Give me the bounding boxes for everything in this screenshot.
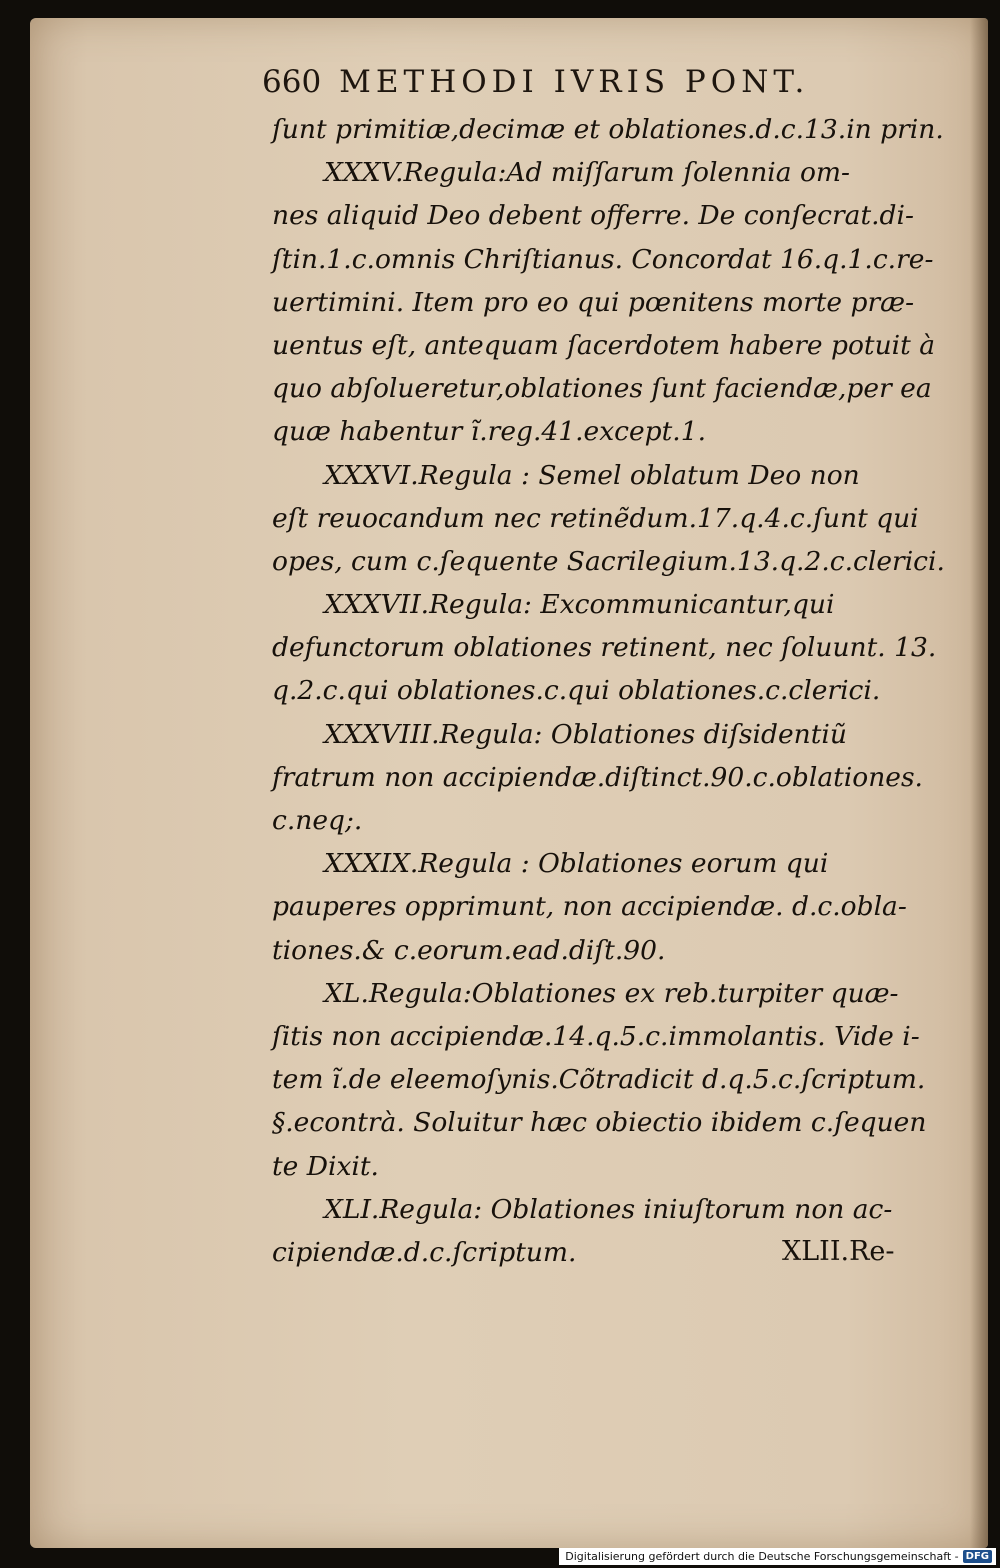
rule-heading-line: XXXVII.Regula: Excommunicantur,qui	[324, 589, 835, 621]
text-line: quæ habentur ĩ.reg.41.except.1.	[272, 416, 707, 448]
body-text	[272, 108, 945, 1274]
rule-heading-line: XL.Regula:Oblationes ex reb.turpiter quæ-	[324, 977, 899, 1009]
text-line: fratrum non accipiendæ.diſtinct.90.c.oblationes.	[272, 761, 923, 793]
text-line: opes, cum c.ſequente Sacrilegium.13.q.2.c.clerici.	[272, 545, 945, 577]
text-line: uertimini. Item pro eo qui pœnitens morte præ-	[272, 286, 915, 318]
text-line: tiones.& c.eorum.ead.diſt.90.	[272, 934, 666, 966]
text-line: §.econtrà. Soluitur hæc obiectio ibidem c.ſequen	[272, 1107, 927, 1139]
rule-heading-line: XXXVIII.Regula: Oblationes diſsidentiũ	[324, 718, 847, 750]
text-line: c.neq;.	[272, 805, 363, 836]
credit-text: Digitalisierung gefördert durch die Deutsche Forschungsgemeinschaft -	[565, 1550, 959, 1563]
catchword: XLII.Re-	[782, 1236, 895, 1267]
text-line: pauperes opprimunt, non accipiendæ. d.c.obla-	[272, 891, 907, 923]
text-line: tem ĩ.de eleemoſynis.Cõtradicit d.q.5.c.ſcriptum.	[272, 1064, 926, 1096]
text-line: uentus eſt, antequam ſacerdotem habere potuit à	[272, 329, 935, 361]
text-line: ſunt primitiæ,decimæ et oblationes.d.c.13.in prin.	[272, 114, 944, 145]
text-line: nes aliquid Deo debent offerre. De conſecrat.di-	[272, 200, 914, 232]
rule-heading-line: XXXVI.Regula : Semel oblatum Deo non	[324, 459, 860, 491]
page-number: 660	[262, 64, 322, 100]
digitization-credit	[559, 1548, 996, 1565]
dfg-logo-icon: DFG	[963, 1550, 992, 1563]
text-line: ſitis non accipiendæ.14.q.5.c.immolantis. Vide i-	[272, 1020, 920, 1052]
text-line: cipiendæ.d.c.ſcriptum.	[272, 1236, 577, 1268]
rule-heading-line: XLI.Regula: Oblationes iniuſtorum non ac-	[324, 1193, 893, 1225]
rule-heading-line: XXXIX.Regula : Oblationes eorum qui	[324, 848, 829, 880]
text-line: q.2.c.qui oblationes.c.qui oblationes.c.clerici.	[272, 675, 881, 707]
page-header	[262, 64, 882, 100]
text-line: te Dixit.	[272, 1150, 379, 1182]
text-line: quo abſolueretur,oblationes ſunt faciendæ,per ea	[272, 373, 932, 405]
rule-heading-line: XXXV.Regula:Ad miſſarum ſolennia om-	[324, 157, 851, 189]
text-line: ſtin.1.c.omnis Chriſtianus. Concordat 16.q.1.c.re-	[272, 243, 934, 275]
text-line: defunctorum oblationes retinent, nec ſoluunt. 13.	[272, 632, 937, 664]
page-gutter-shadow	[970, 18, 988, 1548]
running-head: METHODI IVRIS PONT.	[339, 64, 810, 100]
text-line: eſt reuocandum nec retinẽdum.17.q.4.c.ſunt qui	[272, 502, 919, 534]
